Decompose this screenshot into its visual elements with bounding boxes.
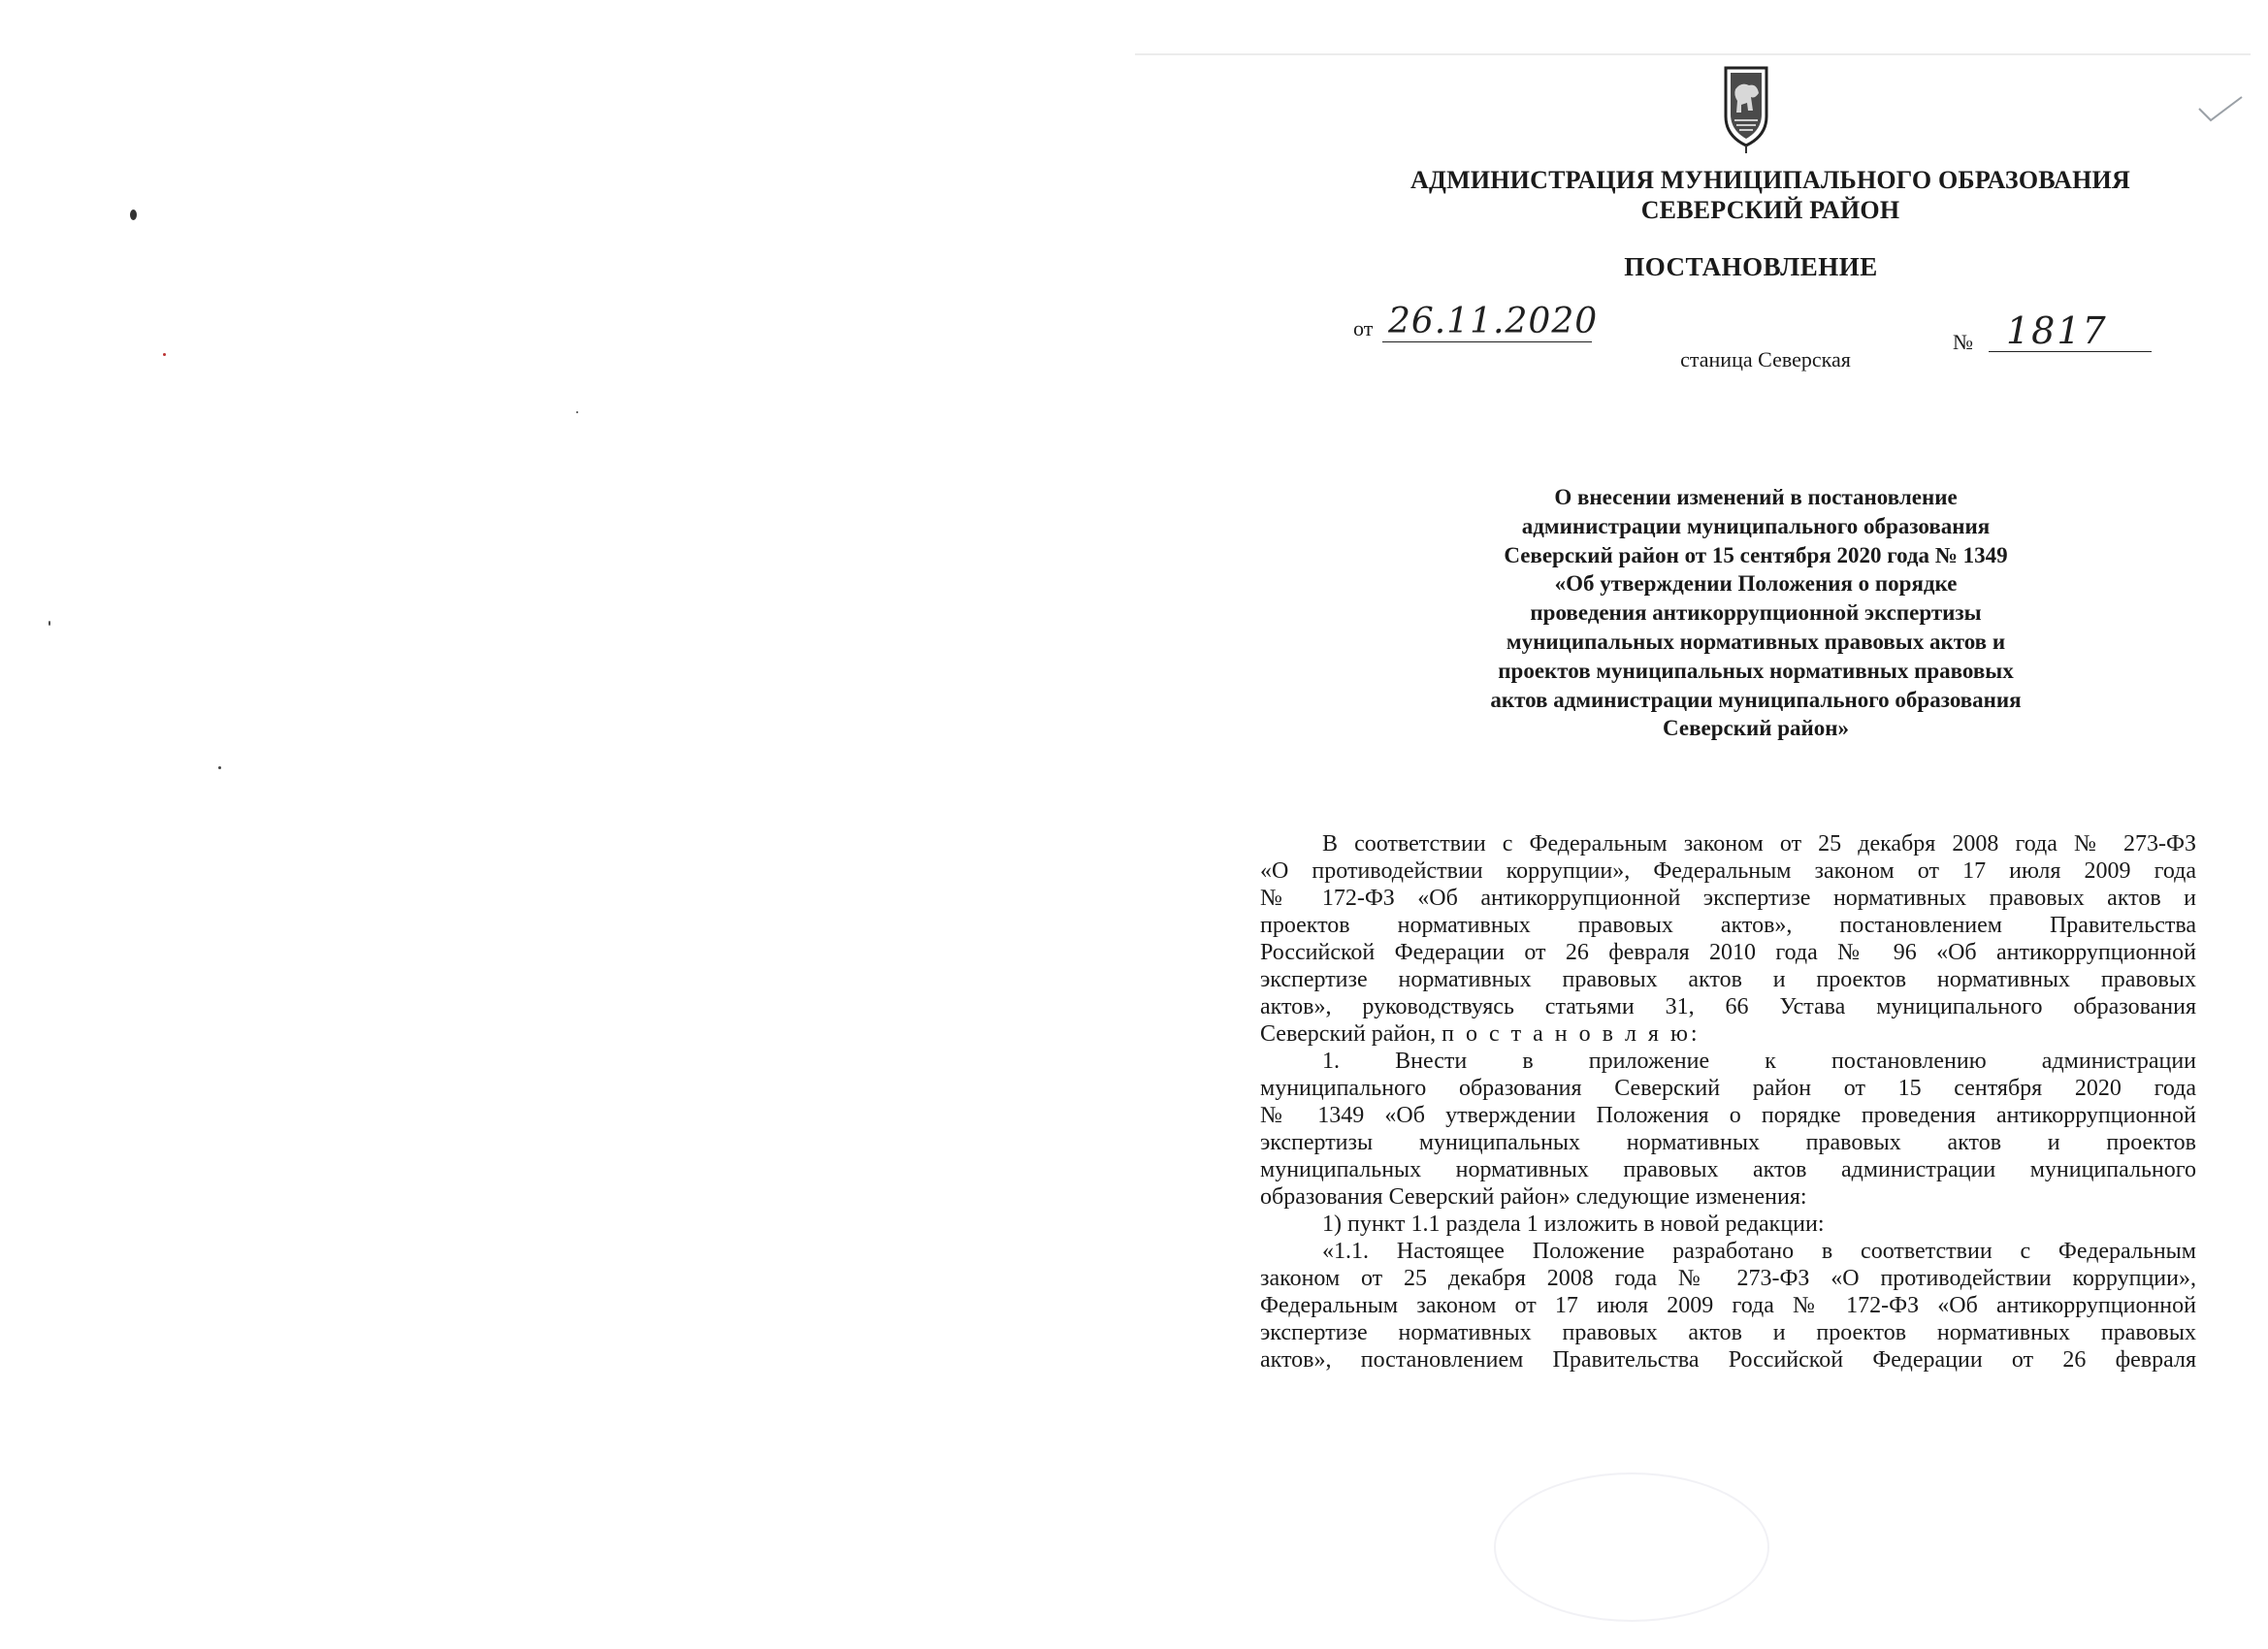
decree-word: п о с т а н о в л я ю: <box>1442 1021 1701 1047</box>
organization-line: АДМИНИСТРАЦИЯ МУНИЦИПАЛЬНОГО ОБРАЗОВАНИЯ <box>1410 166 2130 194</box>
stamp-impression <box>1494 1472 1769 1622</box>
date-prefix: от <box>1353 316 1374 340</box>
scan-speck <box>163 353 166 356</box>
subject-line: проектов муниципальных нормативных правовых <box>1498 658 2014 683</box>
body-line: № 1349 «Об утверждении Положения о порядке проведения антикоррупционной <box>1260 1103 2196 1128</box>
subject-line: актов администрации муниципального образования <box>1490 687 2022 712</box>
body-line: 1) пункт 1.1 раздела 1 изложить в новой редакции: <box>1322 1212 1825 1237</box>
organization-line: СЕВЕРСКИЙ РАЙОН <box>1640 196 1900 224</box>
blank-left-page <box>0 0 1125 1649</box>
body-line: актов», постановлением Правительства Российской Федерации от 26 февраля <box>1260 1347 2196 1373</box>
body-line: образования Северский район» следующие изменения: <box>1260 1184 1807 1210</box>
scan-speck <box>218 766 221 769</box>
body-line: «О противодействии коррупции», Федеральным законом от 17 июля 2009 года <box>1260 858 2196 884</box>
body-line: «1.1. Настоящее Положение разработано в соответствии с Федеральным <box>1322 1239 2196 1264</box>
body-line: актов», руководствуясь статьями 31, 66 Устава муниципального образования <box>1260 994 2196 1019</box>
subject-line: «Об утверждении Положения о порядке <box>1554 571 1958 597</box>
subject-line: О внесении изменений в постановление <box>1554 485 1958 509</box>
body-line: 1. Внести в приложение к постановлению администрации <box>1322 1049 2196 1074</box>
body-line: Федеральным законом от 17 июля 2009 года № 172-ФЗ «Об антикоррупционной <box>1260 1293 2196 1318</box>
body-line: муниципальных нормативных правовых актов администрации муниципального <box>1260 1157 2196 1182</box>
body-line: муниципального образования Северский район от 15 сентября 2020 года <box>1260 1076 2196 1101</box>
body-line: экспертизе нормативных правовых актов и проектов нормативных правовых <box>1260 967 2196 992</box>
body-line <box>1260 1020 2196 1048</box>
number-prefix: № <box>1953 330 1973 354</box>
checkmark-icon <box>2197 95 2246 124</box>
body-line: проектов нормативных правовых актов», постановлением Правительства <box>1260 913 2196 938</box>
organization-name <box>1387 165 2154 225</box>
body-line: законом от 25 декабря 2008 года № 273-ФЗ «О противодействии коррупции», <box>1260 1266 2196 1291</box>
place-of-issue: станица Северская <box>1680 347 1851 372</box>
body-line: Российской Федерации от 26 февраля 2010 года № 96 «Об антикоррупционной <box>1260 940 2196 965</box>
body-line: № 172-ФЗ «Об антикоррупционной экспертизе нормативных правовых актов и <box>1260 886 2196 911</box>
scan-speck <box>130 210 137 220</box>
scan-speck <box>576 411 578 413</box>
date-handwritten: 26.11.2020 <box>1382 303 1592 342</box>
document-title: ПОСТАНОВЛЕНИЕ <box>1624 252 1878 281</box>
scan-speck <box>49 621 50 626</box>
document-body <box>1260 830 2196 1374</box>
document-page <box>1135 56 2251 1628</box>
subject-line: Северский район от 15 сентября 2020 года № 1349 <box>1504 542 2008 567</box>
body-line-start: Северский район, <box>1260 1021 1437 1047</box>
document-subject <box>1416 483 2095 743</box>
coat-of-arms-emblem <box>1722 64 1770 153</box>
subject-line: проведения антикоррупционной экспертизы <box>1530 600 1982 626</box>
subject-line: Северский район» <box>1662 716 1850 741</box>
subject-line: администрации муниципального образования <box>1521 513 1991 538</box>
page-edge <box>1135 53 2251 55</box>
body-line: экспертизе нормативных правовых актов и проектов нормативных правовых <box>1260 1320 2196 1345</box>
number-handwritten: 1817 <box>1989 310 2152 352</box>
body-line: В соответствии с Федеральным законом от 25 декабря 2008 года № 273-ФЗ <box>1322 831 2196 857</box>
subject-line: муниципальных нормативных правовых актов и <box>1506 629 2006 654</box>
body-line: экспертизы муниципальных нормативных правовых актов и проектов <box>1260 1130 2196 1155</box>
